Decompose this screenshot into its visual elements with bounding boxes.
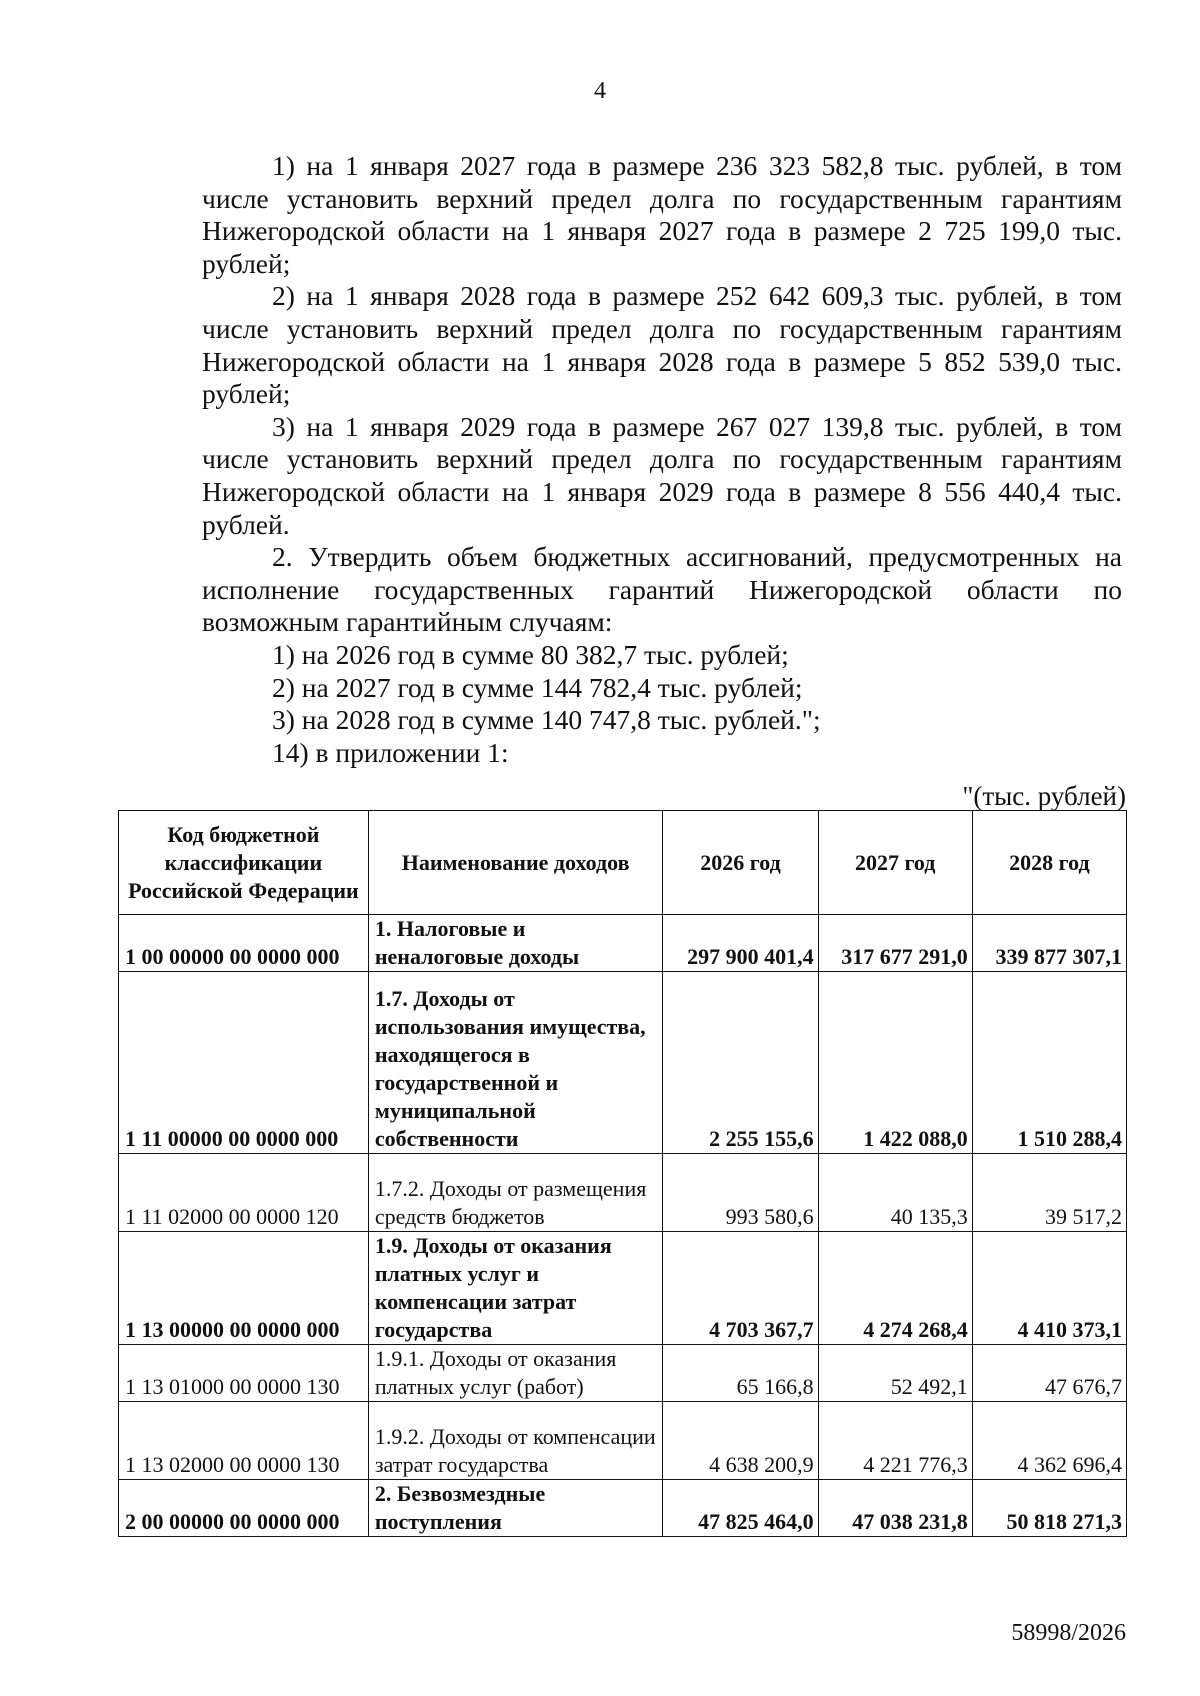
- paragraph-debt-2029: 3) на 1 января 2029 года в размере 267 027 139,8 тыс. рублей, в том числе установить верхний предел долга по государственным гарантиям Нижегородской области на 1 января 2029 года в размере 8 556 440,4 тыс. рублей.: [202, 410, 1122, 540]
- table-header-row: [119, 811, 1127, 915]
- body-text: [202, 150, 1122, 769]
- row-code: 1 11 02000 00 0000 120: [119, 1154, 369, 1232]
- header-2026: 2026 год: [663, 811, 818, 915]
- row-value-2027: 40 135,3: [818, 1154, 972, 1232]
- table-row: [119, 1345, 1127, 1402]
- paragraph-2028-sum: 3) на 2028 год в сумме 140 747,8 тыс. рублей.";: [272, 704, 821, 736]
- table-row: [119, 1402, 1127, 1480]
- row-value-2028: 50 818 271,3: [972, 1480, 1126, 1537]
- paragraph-debt-2027: 1) на 1 января 2027 года в размере 236 323 582,8 тыс. рублей, в том числе установить верхний предел долга по государственным гарантиям Нижегородской области на 1 января 2027 года в размере 2 725 199,0 тыс. рублей;: [202, 150, 1122, 279]
- row-value-2026: 4 703 367,7: [663, 1232, 818, 1345]
- document-number: 58998/2026: [1011, 1620, 1126, 1646]
- row-value-2027: 47 038 231,8: [818, 1480, 972, 1537]
- row-name: 1.7. Доходы от использования имущества, находящегося в государственной и муниципальной собственности: [368, 972, 663, 1154]
- row-code: 1 13 02000 00 0000 130: [119, 1402, 369, 1480]
- row-value-2026: 65 166,8: [663, 1345, 818, 1402]
- row-code: 1 13 01000 00 0000 130: [119, 1345, 369, 1402]
- row-value-2026: 993 580,6: [663, 1154, 818, 1232]
- row-name: 2. Безвозмездные поступления: [368, 1480, 663, 1537]
- row-name: 1. Налоговые и неналоговые доходы: [368, 915, 663, 972]
- row-value-2027: 52 492,1: [818, 1345, 972, 1402]
- page-number: 4: [594, 78, 606, 104]
- row-code: 2 00 00000 00 0000 000: [119, 1480, 369, 1537]
- row-code: 1 13 00000 00 0000 000: [119, 1232, 369, 1345]
- row-value-2027: 1 422 088,0: [818, 972, 972, 1154]
- table-row: [119, 915, 1127, 972]
- row-value-2028: 339 877 307,1: [972, 915, 1126, 972]
- income-table: [118, 810, 1127, 1537]
- row-value-2028: 4 410 373,1: [972, 1232, 1126, 1345]
- table-row: [119, 1154, 1127, 1232]
- row-value-2027: 317 677 291,0: [818, 915, 972, 972]
- header-2027: 2027 год: [818, 811, 972, 915]
- row-value-2026: 297 900 401,4: [663, 915, 818, 972]
- row-value-2026: 4 638 200,9: [663, 1402, 818, 1480]
- paragraph-guarantees: 2. Утвердить объем бюджетных ассигнований, предусмотренных на исполнение государственных гарантий Нижегородской области по возможным гарантийным случаям:: [202, 541, 1122, 638]
- paragraph-2027-sum: 2) на 2027 год в сумме 144 782,4 тыс. рублей;: [272, 671, 803, 703]
- paragraph-2026-sum: 1) на 2026 год в сумме 80 382,7 тыс. рублей;: [272, 638, 789, 670]
- row-value-2028: 4 362 696,4: [972, 1402, 1126, 1480]
- table-row: [119, 1480, 1127, 1537]
- header-code: Код бюджетной классификации Российской Федерации: [119, 811, 369, 915]
- row-value-2027: 4 274 268,4: [818, 1232, 972, 1345]
- paragraph-debt-2028: 2) на 1 января 2028 года в размере 252 642 609,3 тыс. рублей, в том числе установить верхний предел долга по государственным гарантиям Нижегородской области на 1 января 2028 года в размере 5 852 539,0 тыс. рублей;: [202, 280, 1122, 410]
- paragraph-appendix: 14) в приложении 1:: [272, 736, 509, 768]
- row-value-2028: 39 517,2: [972, 1154, 1126, 1232]
- row-code: 1 11 00000 00 0000 000: [119, 972, 369, 1154]
- row-name: 1.9. Доходы от оказания платных услуг и компенсации затрат государства: [368, 1232, 663, 1345]
- row-value-2028: 47 676,7: [972, 1345, 1126, 1402]
- row-code: 1 00 00000 00 0000 000: [119, 915, 369, 972]
- row-name: 1.7.2. Доходы от размещения средств бюджетов: [368, 1154, 663, 1232]
- table-row: [119, 972, 1127, 1154]
- row-name: 1.9.1. Доходы от оказания платных услуг (работ): [368, 1345, 663, 1402]
- row-value-2026: 47 825 464,0: [663, 1480, 818, 1537]
- row-value-2028: 1 510 288,4: [972, 972, 1126, 1154]
- row-name: 1.9.2. Доходы от компенсации затрат государства: [368, 1402, 663, 1480]
- row-value-2026: 2 255 155,6: [663, 972, 818, 1154]
- header-2028: 2028 год: [972, 811, 1126, 915]
- unit-note: "(тыс. рублей): [962, 781, 1126, 811]
- table-row: [119, 1232, 1127, 1345]
- row-value-2027: 4 221 776,3: [818, 1402, 972, 1480]
- header-name: Наименование доходов: [368, 811, 663, 915]
